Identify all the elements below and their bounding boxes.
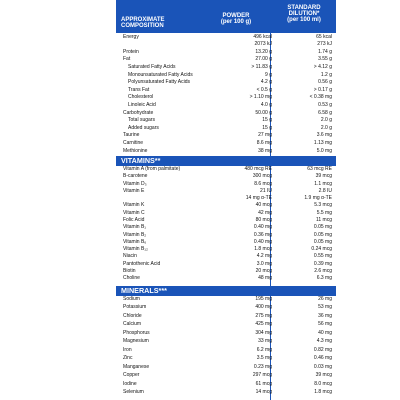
standard-dilution-value: 63 mcg RE bbox=[307, 166, 332, 172]
nutrient-name: Saturated Fatty Acids bbox=[128, 63, 176, 70]
nutrient-row bbox=[116, 65, 336, 70]
nutrient-name: Vitamin B₁₂ bbox=[123, 246, 148, 253]
standard-dilution-value: 1.13 mg bbox=[313, 139, 332, 146]
nutrient-name: Monounsaturated Fatty Acids bbox=[128, 71, 193, 78]
powder-value: 20 mcg bbox=[255, 267, 272, 274]
standard-dilution-value: 0.05 mg bbox=[313, 238, 332, 245]
nutrient-row bbox=[116, 373, 336, 378]
powder-value: 2073 kJ bbox=[254, 41, 272, 48]
header-composition-line2: COMPOSITION bbox=[121, 23, 164, 30]
powder-value: 15 g bbox=[262, 124, 272, 131]
nutrient-name: Vitamin K bbox=[123, 202, 145, 209]
powder-value: 496 kcal bbox=[253, 33, 272, 40]
nutrient-name: Vitamin D₃ bbox=[123, 180, 147, 187]
powder-value: 300 mcg bbox=[252, 173, 272, 180]
nutrient-row bbox=[116, 73, 336, 78]
standard-dilution-value: 0.56 g bbox=[318, 79, 332, 86]
nutrient-row bbox=[116, 88, 336, 93]
powder-value: 13.20 g bbox=[255, 48, 272, 55]
standard-dilution-value: 0.55 mg bbox=[313, 253, 332, 260]
powder-value: 14 mcg bbox=[255, 388, 272, 395]
standard-dilution-value: 65 kcal bbox=[316, 33, 332, 40]
nutrient-row bbox=[116, 233, 336, 238]
vitamins-heading: VITAMINS** bbox=[121, 156, 161, 165]
standard-dilution-value: 2.0 g bbox=[320, 117, 332, 124]
nutrient-name: Phosphorus bbox=[123, 329, 150, 336]
nutrient-row bbox=[116, 35, 336, 40]
powder-value: 33 mg bbox=[258, 338, 272, 345]
nutrient-row bbox=[116, 118, 336, 123]
nutrient-name: Manganese bbox=[123, 363, 150, 370]
nutrient-name: Folic Acid bbox=[123, 216, 145, 223]
vitamins-section bbox=[116, 166, 336, 286]
powder-value: 0.40 mg bbox=[253, 224, 272, 231]
nutrient-row bbox=[116, 339, 336, 344]
standard-dilution-value: 1.2 g bbox=[320, 71, 332, 78]
powder-value: 0.36 mg bbox=[253, 231, 272, 238]
nutrient-row bbox=[116, 305, 336, 310]
composition-section bbox=[116, 33, 336, 156]
nutrient-row bbox=[116, 276, 336, 281]
powder-value: 50.00 g bbox=[255, 109, 272, 116]
nutrient-name: Copper bbox=[123, 372, 140, 379]
standard-dilution-value: 3.55 g bbox=[318, 56, 332, 63]
nutrient-name: Fat bbox=[123, 56, 131, 63]
nutrient-row bbox=[116, 57, 336, 62]
nutrient-row bbox=[116, 356, 336, 361]
standard-dilution-value: 3.6 mg bbox=[316, 132, 332, 139]
nutrient-name: Polyunsaturated Fatty Acids bbox=[128, 79, 190, 86]
nutrient-name: Linoleic Acid bbox=[128, 101, 156, 108]
powder-value: 425 mg bbox=[255, 321, 272, 328]
standard-dilution-value: 1.74 g bbox=[318, 48, 332, 55]
standard-dilution-value: 1.9 mg α-TE bbox=[304, 195, 332, 202]
nutrient-name: Biotin bbox=[123, 267, 136, 274]
powder-value: 80 mcg bbox=[255, 216, 272, 223]
minerals-section bbox=[116, 296, 336, 400]
standard-dilution-value: 2.6 mcg bbox=[314, 267, 332, 274]
standard-dilution-value: 5.0 mg bbox=[316, 147, 332, 154]
nutrient-row bbox=[116, 149, 336, 154]
powder-value: 3.0 mg bbox=[256, 260, 272, 267]
nutrient-row bbox=[116, 225, 336, 230]
nutrient-name: Energy bbox=[123, 33, 139, 40]
powder-value: 38 mg bbox=[258, 147, 272, 154]
nutrient-name: Added sugars bbox=[128, 124, 159, 131]
powder-value: 8.6 mcg bbox=[254, 180, 272, 187]
header-standard-dilution bbox=[272, 5, 336, 24]
standard-dilution-value: 36 mg bbox=[318, 312, 332, 319]
powder-value: 42 mg bbox=[258, 209, 272, 216]
nutrient-name: Calcium bbox=[123, 321, 142, 328]
header-std-line2: DILUTION* bbox=[288, 11, 320, 18]
nutrient-name: Vitamin B₁ bbox=[123, 224, 146, 231]
nutrient-name: Vitamin A (from palmitate) bbox=[123, 166, 181, 172]
powder-value: 400 mg bbox=[255, 304, 272, 311]
nutrient-row bbox=[116, 80, 336, 85]
powder-value: 195 mg bbox=[255, 296, 272, 302]
minerals-heading: MINERALS*** bbox=[121, 286, 167, 295]
nutrient-row bbox=[116, 174, 336, 179]
table-header bbox=[116, 0, 336, 33]
nutrient-row bbox=[116, 262, 336, 267]
nutrient-row bbox=[116, 322, 336, 327]
nutrient-name: Protein bbox=[123, 48, 139, 55]
standard-dilution-value: 0.24 mcg bbox=[311, 246, 332, 253]
powder-value: 4.0 g bbox=[260, 101, 272, 108]
standard-dilution-value: 0.05 mg bbox=[313, 224, 332, 231]
header-std-line3: (per 100 ml) bbox=[287, 17, 321, 24]
powder-value: 40 mcg bbox=[255, 202, 272, 209]
standard-dilution-value: 5.3 mcg bbox=[314, 202, 332, 209]
header-composition-line1: APPROXIMATE bbox=[121, 17, 165, 23]
nutrient-row bbox=[116, 365, 336, 370]
nutrient-name: Taurine bbox=[123, 132, 140, 139]
nutrient-row bbox=[116, 126, 336, 131]
nutrient-row bbox=[116, 247, 336, 252]
nutrient-name: Magnesium bbox=[123, 338, 149, 345]
standard-dilution-value: 2.8 IU bbox=[318, 187, 332, 194]
powder-value: 21 IU bbox=[260, 187, 272, 194]
standard-dilution-value: 0.03 mg bbox=[313, 363, 332, 370]
nutrient-row bbox=[116, 103, 336, 108]
standard-dilution-value: 39 mcg bbox=[315, 173, 332, 180]
powder-value: 4.2 mg bbox=[256, 253, 272, 260]
standard-dilution-value: 26 mg bbox=[318, 296, 332, 302]
nutrient-row bbox=[116, 141, 336, 146]
nutrient-row bbox=[116, 297, 336, 302]
standard-dilution-value: 56 mg bbox=[318, 321, 332, 328]
standard-dilution-value: 1.1 mcg bbox=[314, 180, 332, 187]
standard-dilution-value: 39 mcg bbox=[315, 372, 332, 379]
powder-value: 297 mcg bbox=[252, 372, 272, 379]
nutrient-row bbox=[116, 211, 336, 216]
powder-value: 15 g bbox=[262, 117, 272, 124]
powder-value: 27 mg bbox=[258, 132, 272, 139]
powder-value: 14 mg α-TE bbox=[245, 195, 272, 202]
nutrient-row bbox=[116, 111, 336, 116]
nutrient-name: Iron bbox=[123, 346, 132, 353]
powder-value: < 0.5 g bbox=[256, 86, 272, 93]
powder-value: 8.6 mg bbox=[256, 139, 272, 146]
nutrient-name: Iodine bbox=[123, 380, 137, 387]
nutrient-name: Vitamin C bbox=[123, 209, 145, 216]
nutrient-row bbox=[116, 182, 336, 187]
nutrient-row bbox=[116, 382, 336, 387]
standard-dilution-value: 0.46 mg bbox=[313, 355, 332, 362]
standard-dilution-value: > 4.12 g bbox=[313, 63, 332, 70]
nutrient-row bbox=[116, 203, 336, 208]
nutrient-row bbox=[116, 50, 336, 55]
powder-value: 0.40 mg bbox=[253, 238, 272, 245]
nutrition-panel bbox=[116, 0, 336, 400]
header-powder bbox=[196, 13, 276, 25]
standard-dilution-value: 273 kJ bbox=[317, 41, 332, 48]
nutrient-row bbox=[116, 95, 336, 100]
standard-dilution-value: 4.3 mg bbox=[316, 338, 332, 345]
nutrient-name: Potassium bbox=[123, 304, 147, 311]
powder-value: 1.8 mcg bbox=[254, 246, 272, 253]
powder-value: 3.5 mg bbox=[256, 355, 272, 362]
standard-dilution-value: 0.39 mg bbox=[313, 260, 332, 267]
nutrient-name: Vitamin E bbox=[123, 187, 145, 194]
nutrient-row bbox=[116, 133, 336, 138]
standard-dilution-value: 6.58 g bbox=[318, 109, 332, 116]
nutrient-name: B-carotene bbox=[123, 173, 148, 180]
standard-dilution-value: 40 mg bbox=[318, 329, 332, 336]
nutrient-row bbox=[116, 331, 336, 336]
nutrient-name: Selenium bbox=[123, 388, 144, 395]
header-std-line1: STANDARD bbox=[287, 5, 321, 11]
nutrient-name: Total sugars bbox=[128, 117, 155, 124]
powder-value: 27.00 g bbox=[255, 56, 272, 63]
powder-value: 304 mg bbox=[255, 329, 272, 336]
standard-dilution-value: 6.3 mg bbox=[316, 275, 332, 282]
header-powder-line1: POWDER bbox=[222, 13, 250, 19]
powder-value: 6.2 mg bbox=[256, 346, 272, 353]
standard-dilution-value: 2.0 g bbox=[320, 124, 332, 131]
powder-value: 480 mcg RE bbox=[244, 166, 272, 172]
nutrient-row bbox=[116, 42, 336, 47]
nutrient-row bbox=[116, 167, 336, 172]
powder-value: 48 mg bbox=[258, 275, 272, 282]
nutrient-row bbox=[116, 314, 336, 319]
nutrient-name: Carbohydrate bbox=[123, 109, 154, 116]
nutrient-name: Chloride bbox=[123, 312, 142, 319]
nutrient-name: Cholesterol bbox=[128, 94, 154, 101]
powder-value: > 1.10 mg bbox=[249, 94, 272, 101]
nutrient-name: Pantothenic Acid bbox=[123, 260, 161, 267]
nutrient-name: Zinc bbox=[123, 355, 133, 362]
nutrient-name: Choline bbox=[123, 275, 140, 282]
standard-dilution-value: 0.05 mg bbox=[313, 231, 332, 238]
standard-dilution-value: 11 mcg bbox=[315, 216, 332, 223]
powder-value: > 11.83 g bbox=[251, 63, 272, 70]
nutrient-name: Sodium bbox=[123, 296, 140, 302]
standard-dilution-value: 53 mg bbox=[318, 304, 332, 311]
nutrient-row bbox=[116, 218, 336, 223]
nutrient-row bbox=[116, 254, 336, 259]
header-powder-line2: (per 100 g) bbox=[220, 19, 252, 26]
powder-value: 9 g bbox=[265, 71, 272, 78]
nutrient-name: Carnitine bbox=[123, 139, 144, 146]
nutrient-row bbox=[116, 269, 336, 274]
powder-value: 61 mcg bbox=[255, 380, 272, 387]
standard-dilution-value: 1.8 mcg bbox=[314, 388, 332, 395]
nutrient-row bbox=[116, 240, 336, 245]
nutrient-name: Vitamin B₂ bbox=[123, 231, 147, 238]
nutrient-name: Niacin bbox=[123, 253, 137, 260]
standard-dilution-value: > 0.17 g bbox=[313, 86, 332, 93]
nutrient-row bbox=[116, 189, 336, 194]
nutrient-name: Trans Fat bbox=[128, 86, 150, 93]
header-composition bbox=[121, 17, 165, 29]
standard-dilution-value: 0.82 mg bbox=[313, 346, 332, 353]
powder-value: 4.2 g bbox=[260, 79, 272, 86]
nutrient-name: Methionine bbox=[123, 147, 148, 154]
powder-value: 0.23 mg bbox=[253, 363, 272, 370]
powder-value: 275 mg bbox=[255, 312, 272, 319]
nutrient-name: Vitamin B₆ bbox=[123, 238, 147, 245]
standard-dilution-value: 5.5 mg bbox=[316, 209, 332, 216]
nutrient-row bbox=[116, 390, 336, 395]
standard-dilution-value: 8.0 mcg bbox=[314, 380, 332, 387]
nutrient-row bbox=[116, 348, 336, 353]
standard-dilution-value: 0.53 g bbox=[318, 101, 332, 108]
standard-dilution-value: < 0.38 mg bbox=[309, 94, 332, 101]
nutrient-row bbox=[116, 196, 336, 201]
